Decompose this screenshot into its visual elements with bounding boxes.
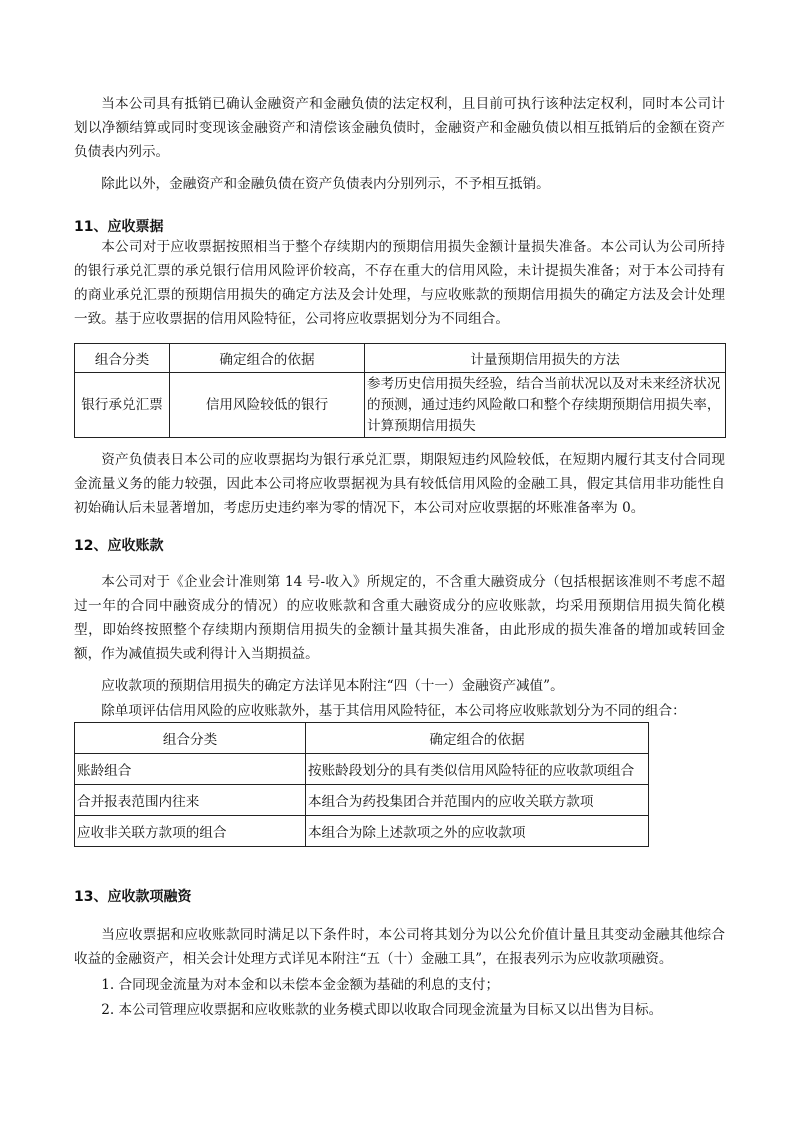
table-header-row: 组合分类 确定组合的依据 [75,723,649,754]
section-11-heading: 11、应收票据 [74,219,164,235]
table-row: 银行承兑汇票 信用风险较低的银行 参考历史信用损失经验，结合当前状况以及对未来经济状况的预测，通过违约风险敞口和整个存续期预期信用损失率，计算预期信用损失 [75,373,726,438]
section-11-para2: 资产负债表日本公司的应收票据均为银行承兑汇票，期限短违约风险较低，在短期内履行其支付合同现金流量义务的能力较强，因此本公司将应收票据视为具有较低信用风险的金融工具，假定其信用非功能性自初始确认后未显著增加，考虑历史违约率为零的情况下，本公司对应收票据的坏账准备率为 0。 [74,452,725,516]
section-12-heading: 12、应收账款 [74,538,164,554]
section-13-item1: 1. 合同现金流量为对本金和以未偿本金金额为基础的利息的支付； [101,977,500,993]
table-row: 合并报表范围内往来 本组合为药投集团合并范围内的应收关联方款项 [75,785,649,816]
section-12-para1: 本公司对于《企业会计准则第 14 号-收入》所规定的，不含重大融资成分（包括根据该准则不考虑不超过一年的合同中融资成分的情况）的应收账款和含重大融资成分的应收账款，均采用预期信用损失简化模型，即始终按照整个存续期内预期信用损失的金额计量其损失准备，由此形成的损失准备的增加或转回金额，作为减值损失或利得计入当期损益。 [74,574,725,662]
notes-receivable-table [74,343,726,438]
section-12-para3: 除单项评估信用风险的应收账款外，基于其信用风险特征，本公司将应收账款划分为不同的组合： [101,703,686,719]
no-offset-paragraph: 除此以外，金融资产和金融负债在资产负债表内分别列示，不予相互抵销。 [101,176,550,192]
offset-paragraph: 当本公司具有抵销已确认金融资产和金融负债的法定权利，且目前可执行该种法定权利，同时本公司计划以净额结算或同时变现该金融资产和清偿该金融负债时，金融资产和金融负债以相互抵销后的金额在资产负债表内列示。 [74,96,725,160]
section-13-para1: 当应收票据和应收账款同时满足以下条件时，本公司将其划分为以公允价值计量且其变动金融其他综合收益的金融资产，相关会计处理方式详见本附注“五（十）金融工具”，在报表列示为应收款项融资。 [74,927,725,967]
table-row: 应收非关联方款项的组合 本组合为除上述款项之外的应收款项 [75,816,649,847]
section-12-para2: 应收款项的预期信用损失的确定方法详见本附注“四（十一）金融资产减值”。 [101,678,564,694]
table-header-row: 组合分类 确定组合的依据 计量预期信用损失的方法 [75,344,726,373]
section-13-heading: 13、应收款项融资 [74,889,192,905]
table-row: 账龄组合 按账龄段划分的具有类似信用风险特征的应收款项组合 [75,754,649,785]
section-11-para1: 本公司对于应收票据按照相当于整个存续期内的预期信用损失金额计量损失准备。本公司认为公司所持的银行承兑汇票的承兑银行信用风险评价较高，不存在重大的信用风险，未计提损失准备；对于本公司持有的商业承兑汇票的预期信用损失的确定方法及会计处理，与应收账款的预期信用损失的确定方法及会计处理一致。基于应收票据的信用风险特征，公司将应收票据划分为不同组合。 [74,239,725,327]
section-13-item2: 2. 本公司管理应收票据和应收账款的业务模式即以收取合同现金流量为目标又以出售为目标。 [101,1002,663,1018]
accounts-receivable-table [74,722,649,847]
